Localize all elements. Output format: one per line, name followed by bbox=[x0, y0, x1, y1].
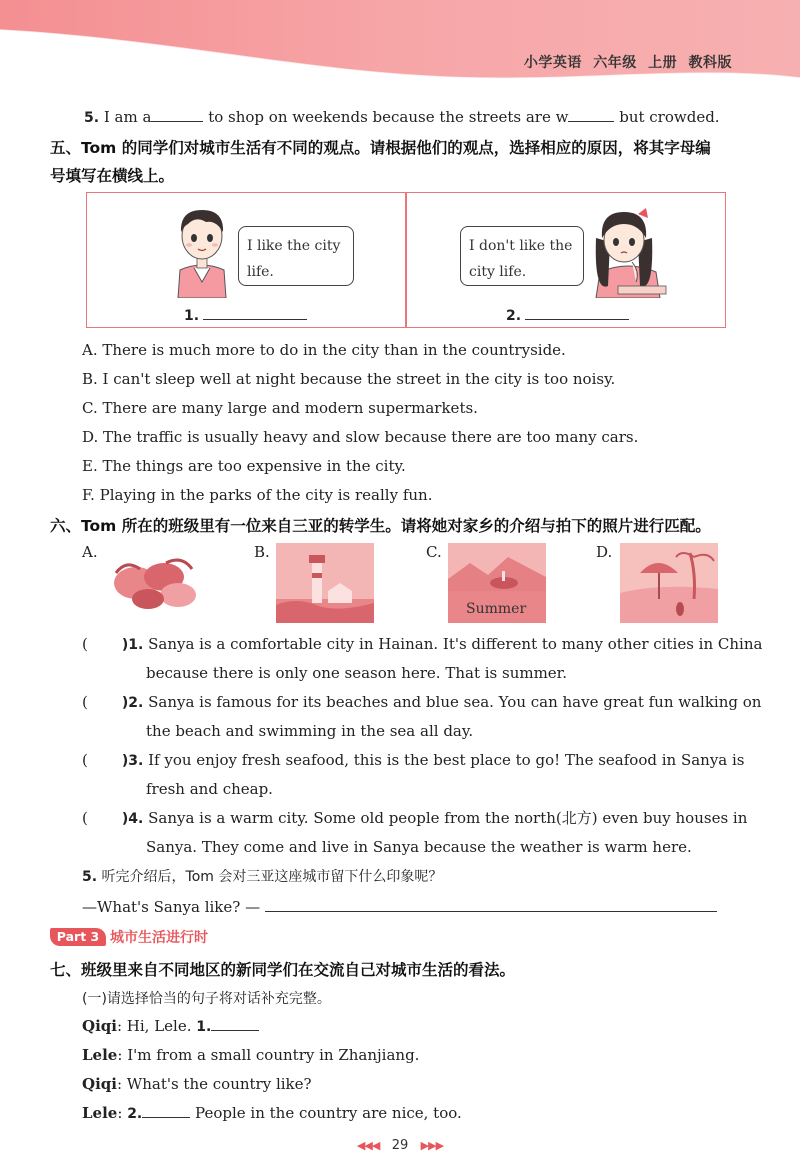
section-6-q5-answer: —What's Sanya like? — bbox=[82, 897, 717, 917]
photo-a-seafood bbox=[106, 543, 204, 623]
answer-blank[interactable] bbox=[151, 108, 203, 122]
option-a: A. There is much more to do in the city than in the countryside. bbox=[82, 341, 566, 359]
header-wave-banner bbox=[0, 0, 800, 90]
header-book-info: 小学英语 六年级 上册 教科版 bbox=[523, 55, 732, 71]
answer-paren-blank[interactable] bbox=[88, 635, 122, 649]
section-7-title: 七、班级里来自不同地区的新同学们在交流自己对城市生活的看法。 bbox=[50, 961, 516, 979]
match-item-2-line2: the beach and swimming in the sea all day. bbox=[146, 722, 474, 740]
boy-illustration bbox=[166, 202, 238, 298]
match-item-4-line2: Sanya. They come and live in Sanya because the weather is warm here. bbox=[146, 838, 692, 856]
photo-c-caption: Summer bbox=[466, 601, 527, 617]
section-5-title-line1: 五、Tom 的同学们对城市生活有不同的观点。请根据他们的观点，选择相应的原因，将其字母编 bbox=[50, 139, 711, 157]
match-item-2-line1: ( )2. Sanya is famous for its beaches and blue sea. You can have great fun walking on bbox=[82, 693, 762, 711]
q4-item-5: 5. I am a to shop on weekends because the streets are w but crowded. bbox=[84, 108, 720, 126]
part-3-title: 城市生活进行时 bbox=[110, 930, 208, 946]
dialogue-line-2: Lele: I'm from a small country in Zhanjiang. bbox=[82, 1046, 420, 1064]
photo-label-c: C. bbox=[426, 543, 442, 561]
answer-paren-blank[interactable] bbox=[88, 809, 122, 823]
section-7-subtitle: (一)请选择恰当的句子将对话补充完整。 bbox=[82, 991, 331, 1007]
next-arrows-icon: ▶▶▶ bbox=[420, 1139, 444, 1152]
photo-label-b: B. bbox=[254, 543, 270, 561]
answer-blank[interactable] bbox=[142, 1104, 190, 1118]
answer-line[interactable] bbox=[265, 898, 717, 912]
option-e: E. The things are too expensive in the city. bbox=[82, 457, 406, 475]
opinion-blank-2: 2. bbox=[506, 306, 629, 327]
match-item-1-line1: ( )1. Sanya is a comfortable city in Hainan. It's different to many other cities in China bbox=[82, 635, 763, 653]
photo-d-beach bbox=[620, 543, 718, 623]
answer-blank[interactable] bbox=[211, 1017, 259, 1031]
section-5-title-line2: 号填写在横线上。 bbox=[50, 167, 175, 185]
section-6-title: 六、Tom 所在的班级里有一位来自三亚的转学生。请将她对家乡的介绍与拍下的照片进行匹配。 bbox=[50, 517, 711, 535]
option-f: F. Playing in the parks of the city is really fun. bbox=[82, 486, 433, 504]
option-b: B. I can't sleep well at night because the street in the city is too noisy. bbox=[82, 370, 616, 388]
page-number: 29 bbox=[391, 1138, 409, 1153]
panel-divider bbox=[405, 192, 407, 328]
dialogue-line-1: Qiqi: Hi, Lele. 1. bbox=[82, 1016, 259, 1037]
girl-speech-bubble: I don't like the city life. bbox=[460, 226, 584, 286]
photo-label-a: A. bbox=[82, 543, 98, 561]
option-c: C. There are many large and modern supermarkets. bbox=[82, 399, 478, 417]
answer-paren-blank[interactable] bbox=[88, 751, 122, 765]
boy-speech-bubble: I like the city life. bbox=[238, 226, 354, 286]
part-3-tag: Part 3 bbox=[50, 928, 106, 946]
dialogue-line-3: Qiqi: What's the country like? bbox=[82, 1075, 312, 1093]
photo-c-summer-lake bbox=[448, 543, 546, 623]
girl-illustration bbox=[588, 202, 668, 298]
match-item-4-line1: ( )4. Sanya is a warm city. Some old people from the north(北方) even buy houses in bbox=[82, 809, 748, 827]
dialogue-line-4: Lele: 2. People in the country are nice, too. bbox=[82, 1104, 462, 1122]
opinion-blank-1: 1. bbox=[184, 306, 307, 327]
match-item-3-line2: fresh and cheap. bbox=[146, 780, 273, 798]
answer-paren-blank[interactable] bbox=[88, 693, 122, 707]
page-footer bbox=[0, 1138, 800, 1153]
photo-b-lighthouse bbox=[276, 543, 374, 623]
match-item-1-line2: because there is only one season here. That is summer. bbox=[146, 664, 567, 682]
photo-label-d: D. bbox=[596, 543, 613, 561]
answer-blank[interactable] bbox=[568, 108, 614, 122]
match-item-3-line1: ( )3. If you enjoy fresh seafood, this is the best place to go! The seafood in Sanya is bbox=[82, 751, 745, 769]
answer-blank[interactable] bbox=[525, 306, 629, 320]
answer-blank[interactable] bbox=[203, 306, 307, 320]
prev-arrows-icon: ◀◀◀ bbox=[356, 1139, 380, 1152]
option-d: D. The traffic is usually heavy and slow because there are too many cars. bbox=[82, 428, 639, 446]
section-6-q5: 5. 听完介绍后，Tom 会对三亚这座城市留下什么印象呢？ bbox=[82, 869, 443, 885]
